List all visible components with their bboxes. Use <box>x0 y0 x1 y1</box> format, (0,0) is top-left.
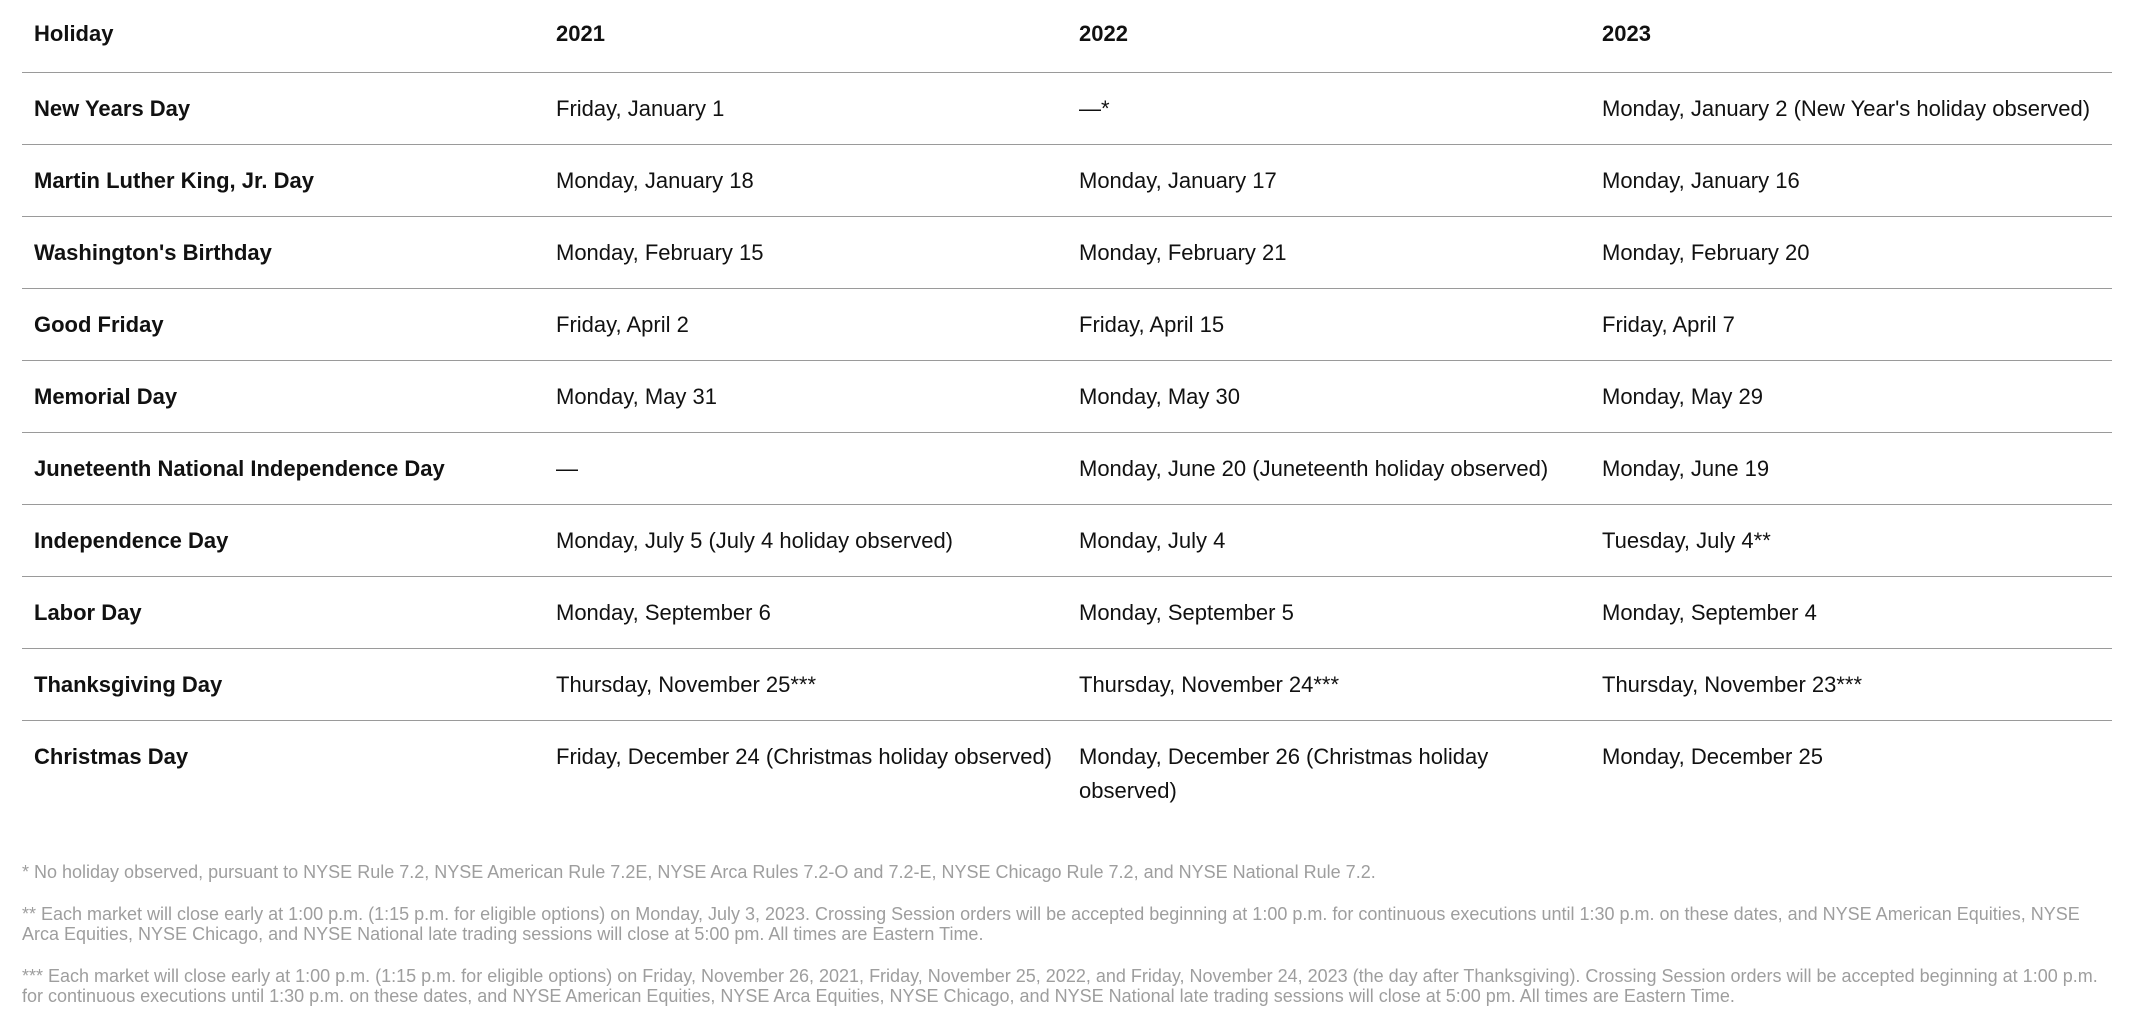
table-row <box>22 576 2112 648</box>
holiday-name: New Years Day <box>22 72 544 144</box>
date-2022: Monday, January 17 <box>1067 144 1590 216</box>
holiday-name: Martin Luther King, Jr. Day <box>22 144 544 216</box>
date-2022: Monday, July 4 <box>1067 504 1590 576</box>
date-2023: Friday, April 7 <box>1590 288 2112 360</box>
date-2021: Monday, May 31 <box>544 360 1067 432</box>
date-2021: Friday, December 24 (Christmas holiday observed) <box>556 743 1052 769</box>
column-header-holiday: Holiday <box>22 0 544 72</box>
date-2023: Monday, May 29 <box>1590 360 2112 432</box>
table-row <box>22 648 2112 720</box>
date-2021: Thursday, November 25*** <box>544 648 1067 720</box>
date-2022: Monday, May 30 <box>1067 360 1590 432</box>
table-row <box>22 720 2112 816</box>
date-2021: Friday, January 1 <box>544 72 1067 144</box>
table-body <box>22 72 2112 816</box>
footnote-triple-asterisk: *** Each market will close early at 1:00 p.m. (1:15 p.m. for eligible options) on Friday, November 26, 2021, Friday, November 25, 2022, and Friday, November 24, 2023 (the day after Thanksgiving). Crossing Session orders will be accepted beginning at 1:00 p.m. for continuous executions until 1:30 p.m. on these dates, and NYSE American Equities, NYSE Arca Equities, NYSE Chicago, and NYSE National late trading sessions will close at 5:00 pm. All times are Eastern Time. <box>22 966 2098 1006</box>
holiday-name: Christmas Day <box>34 743 189 769</box>
date-2022: Monday, June 20 (Juneteenth holiday observed) <box>1067 432 1590 504</box>
table-row <box>22 432 2112 504</box>
date-2023: Tuesday, July 4** <box>1590 504 2112 576</box>
holiday-name: Memorial Day <box>22 360 544 432</box>
date-2022: Monday, December 26 (Christmas holiday observed) <box>1079 743 1489 803</box>
date-2022: Monday, February 21 <box>1067 216 1590 288</box>
footnote-single-asterisk: * No holiday observed, pursuant to NYSE Rule 7.2, NYSE American Rule 7.2E, NYSE Arca Rules 7.2-O and 7.2-E, NYSE Chicago Rule 7.2, and NYSE National Rule 7.2. <box>22 862 1376 882</box>
table-row <box>22 360 2112 432</box>
table-row <box>22 72 2112 144</box>
date-2023: Thursday, November 23*** <box>1590 648 2112 720</box>
date-2023: Monday, January 16 <box>1590 144 2112 216</box>
date-2022: —* <box>1067 72 1590 144</box>
date-2022: Thursday, November 24*** <box>1067 648 1590 720</box>
date-2021: Monday, July 5 (July 4 holiday observed) <box>544 504 1067 576</box>
date-2022: Monday, September 5 <box>1067 576 1590 648</box>
holiday-name: Washington's Birthday <box>22 216 544 288</box>
date-2021: Monday, January 18 <box>544 144 1067 216</box>
header-row <box>22 0 2112 72</box>
date-2021: — <box>544 432 1067 504</box>
holiday-name: Labor Day <box>22 576 544 648</box>
table-row <box>22 504 2112 576</box>
date-2022: Friday, April 15 <box>1067 288 1590 360</box>
holiday-name: Thanksgiving Day <box>22 648 544 720</box>
holiday-name: Good Friday <box>22 288 544 360</box>
footnote-double-asterisk: ** Each market will close early at 1:00 p.m. (1:15 p.m. for eligible options) on Monday, July 3, 2023. Crossing Session orders will be accepted beginning at 1:00 p.m. for continuous executions until 1:30 p.m. on these dates, and NYSE American Equities, NYSE Arca Equities, NYSE Chicago, and NYSE National late trading sessions will close at 5:00 pm. All times are Eastern Time. <box>22 904 2080 944</box>
footnotes <box>22 862 2112 1028</box>
date-2021: Monday, September 6 <box>544 576 1067 648</box>
holiday-table <box>22 0 2112 816</box>
column-header-2022: 2022 <box>1067 0 1590 72</box>
table-row <box>22 144 2112 216</box>
date-2023: Monday, September 4 <box>1590 576 2112 648</box>
column-header-2021: 2021 <box>544 0 1067 72</box>
holiday-name: Juneteenth National Independence Day <box>22 432 544 504</box>
column-header-2023: 2023 <box>1590 0 2112 72</box>
table-header <box>22 0 2112 72</box>
date-2023: Monday, June 19 <box>1590 432 2112 504</box>
date-2023: Monday, January 2 (New Year's holiday observed) <box>1590 72 2112 144</box>
date-2021: Monday, February 15 <box>544 216 1067 288</box>
table-row <box>22 288 2112 360</box>
table-row <box>22 216 2112 288</box>
date-2021: Friday, April 2 <box>544 288 1067 360</box>
date-2023: Monday, December 25 <box>1602 743 1823 769</box>
date-2023: Monday, February 20 <box>1590 216 2112 288</box>
holiday-name: Independence Day <box>22 504 544 576</box>
